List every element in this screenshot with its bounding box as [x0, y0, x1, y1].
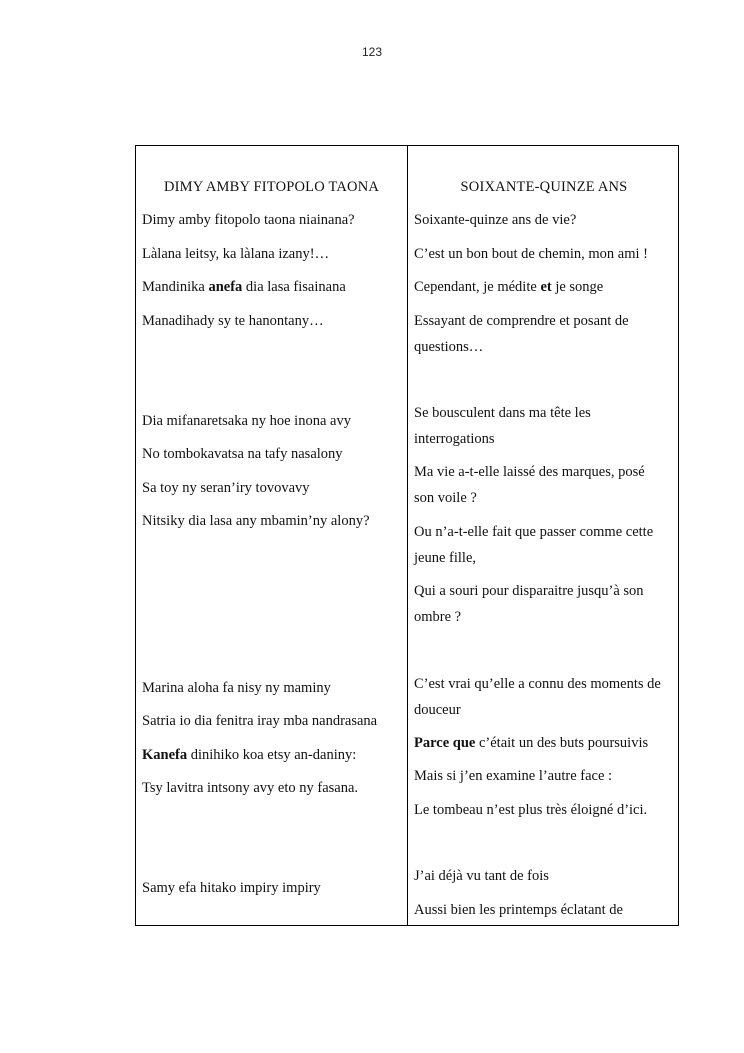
right-line: jeune fille,: [414, 550, 477, 566]
right-line: Essayant de comprendre et posant de: [414, 313, 629, 329]
right-line: [414, 278, 603, 296]
right-line-text: c’était un des buts poursuivis: [475, 735, 649, 751]
right-line: Ma vie a-t-elle laissé des marques, posé: [414, 464, 645, 480]
right-line: [414, 734, 648, 752]
left-line: No tombokavatsa na tafy nasalony: [142, 446, 343, 462]
left-line: Satria io dia fenitra iray mba nandrasana: [142, 713, 378, 729]
right-line: C’est vrai qu’elle a connu des moments de: [414, 676, 661, 692]
right-line: son voile ?: [414, 490, 477, 506]
left-line: Làlana leitsy, ka làlana izany!…: [142, 246, 330, 262]
left-line: [142, 278, 346, 296]
left-line: Nitsiky dia lasa any mbamin’ny alony?: [142, 513, 370, 529]
column-divider: [407, 146, 408, 925]
right-line: Ou n’a-t-elle fait que passer comme cette: [414, 524, 654, 540]
left-line: Tsy lavitra intsony avy eto ny fasana.: [142, 780, 359, 796]
left-line-text: Mandinika: [142, 279, 209, 295]
right-line-text: je songe: [551, 279, 604, 295]
right-line: interrogations: [414, 431, 495, 447]
left-line: Sa toy ny seran’iry tovovavy: [142, 480, 310, 496]
right-line: C’est un bon bout de chemin, mon ami !: [414, 246, 648, 262]
right-line: Se bousculent dans ma tête les: [414, 405, 591, 421]
right-line: Aussi bien les printemps éclatant de: [414, 902, 623, 918]
right-line: Qui a souri pour disparaitre jusqu’à son: [414, 583, 644, 599]
right-line: Mais si j’en examine l’autre face :: [414, 768, 613, 784]
left-line: Dimy amby fitopolo taona niainana?: [142, 212, 355, 228]
left-line: Marina aloha fa nisy ny maminy: [142, 680, 331, 696]
left-line-bold: Kanefa: [142, 747, 188, 763]
page-number: 123: [361, 45, 383, 59]
right-line: Le tombeau n’est plus très éloigné d’ici.: [414, 802, 648, 818]
poem-translation-table: [135, 145, 679, 926]
right-column-title: SOIXANTE-QUINZE ANS: [460, 179, 628, 195]
left-line: Dia mifanaretsaka ny hoe inona avy: [142, 413, 351, 429]
right-line-text: Cependant, je médite: [414, 279, 541, 295]
right-line: questions…: [414, 339, 484, 355]
left-line-text: dinihiko koa etsy an-daniny:: [187, 747, 357, 763]
right-line: Soixante-quinze ans de vie?: [414, 212, 577, 228]
left-line-text: dia lasa fisainana: [242, 279, 346, 295]
right-line: ombre ?: [414, 609, 462, 625]
left-line-bold: anefa: [208, 279, 243, 295]
left-line: Samy efa hitako impiry impiry: [142, 880, 321, 896]
left-line: [142, 746, 356, 764]
left-column-title: DIMY AMBY FITOPOLO TAONA: [163, 179, 380, 195]
left-line: Manadihady sy te hanontany…: [142, 313, 324, 329]
right-line: douceur: [414, 702, 461, 718]
right-line: J’ai déjà vu tant de fois: [414, 868, 549, 884]
right-line-bold: Parce que: [414, 735, 476, 751]
right-line-bold: et: [540, 279, 552, 295]
